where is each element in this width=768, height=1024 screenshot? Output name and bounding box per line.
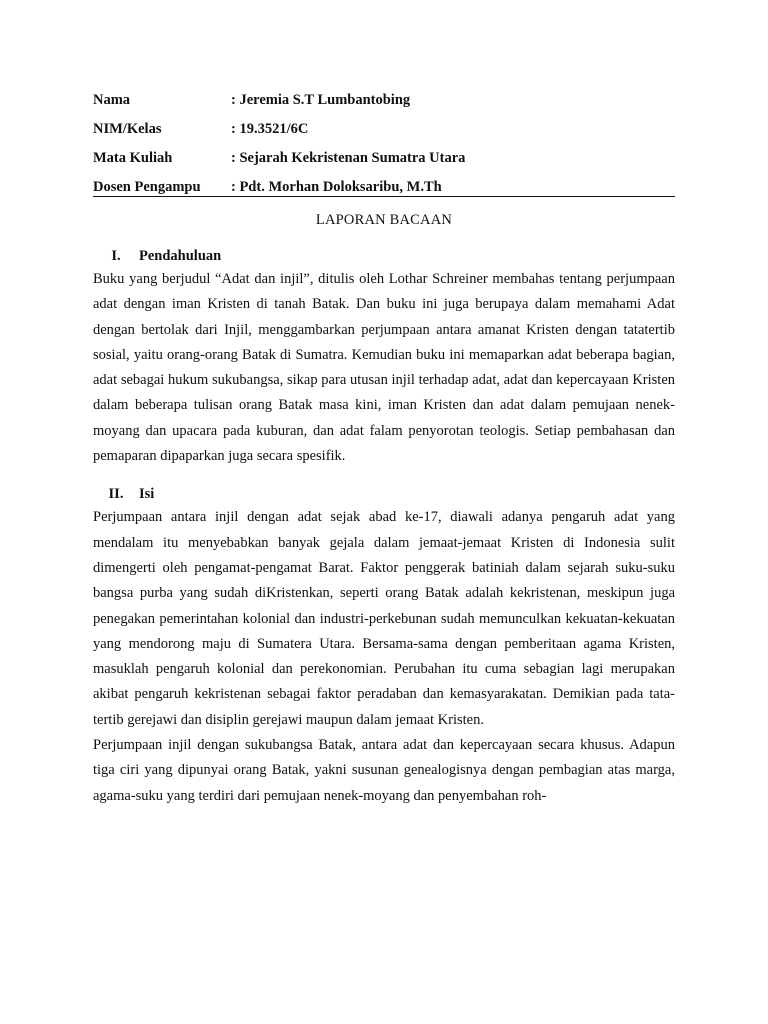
paragraph-isi-1: Perjumpaan antara injil dengan adat sejak abad ke-17, diawali adanya pengaruh adat yang mendalam itu menyebabkan banyak gejala dalam jemaat-jemaat Kristen di Indonesia sulit dimengerti oleh pengamat-pengamat Barat. Faktor penggerak batiniah dalam sejarah suku-suku bangsa purba yang sudah diKristenkan, seperti orang Batak adalah kekristenan, meskipun juga penegakan pemerintahan kolonial dan industri-perkebunan sudah memunculkan kekuatan-kekuatan yang mendorong maju di Sumatera Utara. Bersama-sama dengan pemberitaan agama Kristen, masuklah pengaruh kolonial dan perekonomian. Perubahan itu cuma sebagian lagi merupakan akibat pengaruh kekristenan sebagai faktor peradaban dan kemasyarakatan. Demikian pada tata-tertib gerejawi dan disiplin gerejawi maupun dalam jemaat Kristen.	[93, 509, 675, 728]
info-value: : Pdt. Morhan Doloksaribu, M.Th	[231, 179, 442, 195]
info-block	[93, 86, 675, 197]
header-divider	[93, 196, 675, 197]
info-row-dosen-pengampu	[93, 173, 675, 202]
section-number: I.	[111, 248, 121, 264]
info-label: Nama	[93, 92, 131, 108]
section-title: Pendahuluan	[139, 248, 222, 264]
info-value: : Sejarah Kekristenan Sumatra Utara	[231, 150, 466, 166]
info-row-mata-kuliah	[93, 144, 675, 173]
info-label: NIM/Kelas	[93, 121, 162, 137]
info-label: Dosen Pengampu	[93, 179, 201, 195]
info-label: Mata Kuliah	[93, 150, 173, 166]
report-title: LAPORAN BACAAN	[315, 212, 453, 228]
info-row-nama	[93, 86, 675, 115]
paragraph-pendahuluan: Buku yang berjudul “Adat dan injil”, ditulis oleh Lothar Schreiner membahas tentang perjumpaan adat dengan iman Kristen di tanah Batak. Dan buku ini juga berupaya dalam memahami Adat dengan bertolak dari Injil, menggambarkan perjumpaan antara amanat Kristen dengan tatatertib sosial, yaitu orang-orang Batak di Sumatra. Kemudian buku ini memaparkan adat beberapa bagian, adat sebagai hukum sukubangsa, sikap para utusan injil terhadap adat, adat dan kepercayaan Kristen dalam beberapa tulisan orang Batak masa kini, iman Kristen dan adat dalam pemujaan nenek-moyang dan upacara pada kuburan, dan adat falam penyorotan teologis. Setiap pembahasan dan pemaparan dipaparkan juga secara spesifik.	[93, 271, 675, 465]
section-title: Isi	[139, 486, 155, 503]
section-heading-isi	[93, 483, 675, 505]
info-value: : Jeremia S.T Lumbantobing	[231, 92, 411, 108]
paragraph-isi-2: Perjumpaan injil dengan sukubangsa Batak, antara adat dan kepercayaan secara khusus. Adapun tiga ciri yang dipunyai orang Batak, yakni susunan genealogisnya dengan pembagian atas marga, agama-suku yang terdiri dari pemujaan nenek-moyang dan penyembahan roh-	[93, 737, 675, 804]
section-heading-pendahuluan	[93, 245, 675, 267]
info-row-nim-kelas	[93, 115, 675, 144]
info-value: : 19.3521/6C	[231, 121, 309, 137]
section-number: II.	[108, 486, 124, 503]
document-page	[93, 86, 675, 809]
